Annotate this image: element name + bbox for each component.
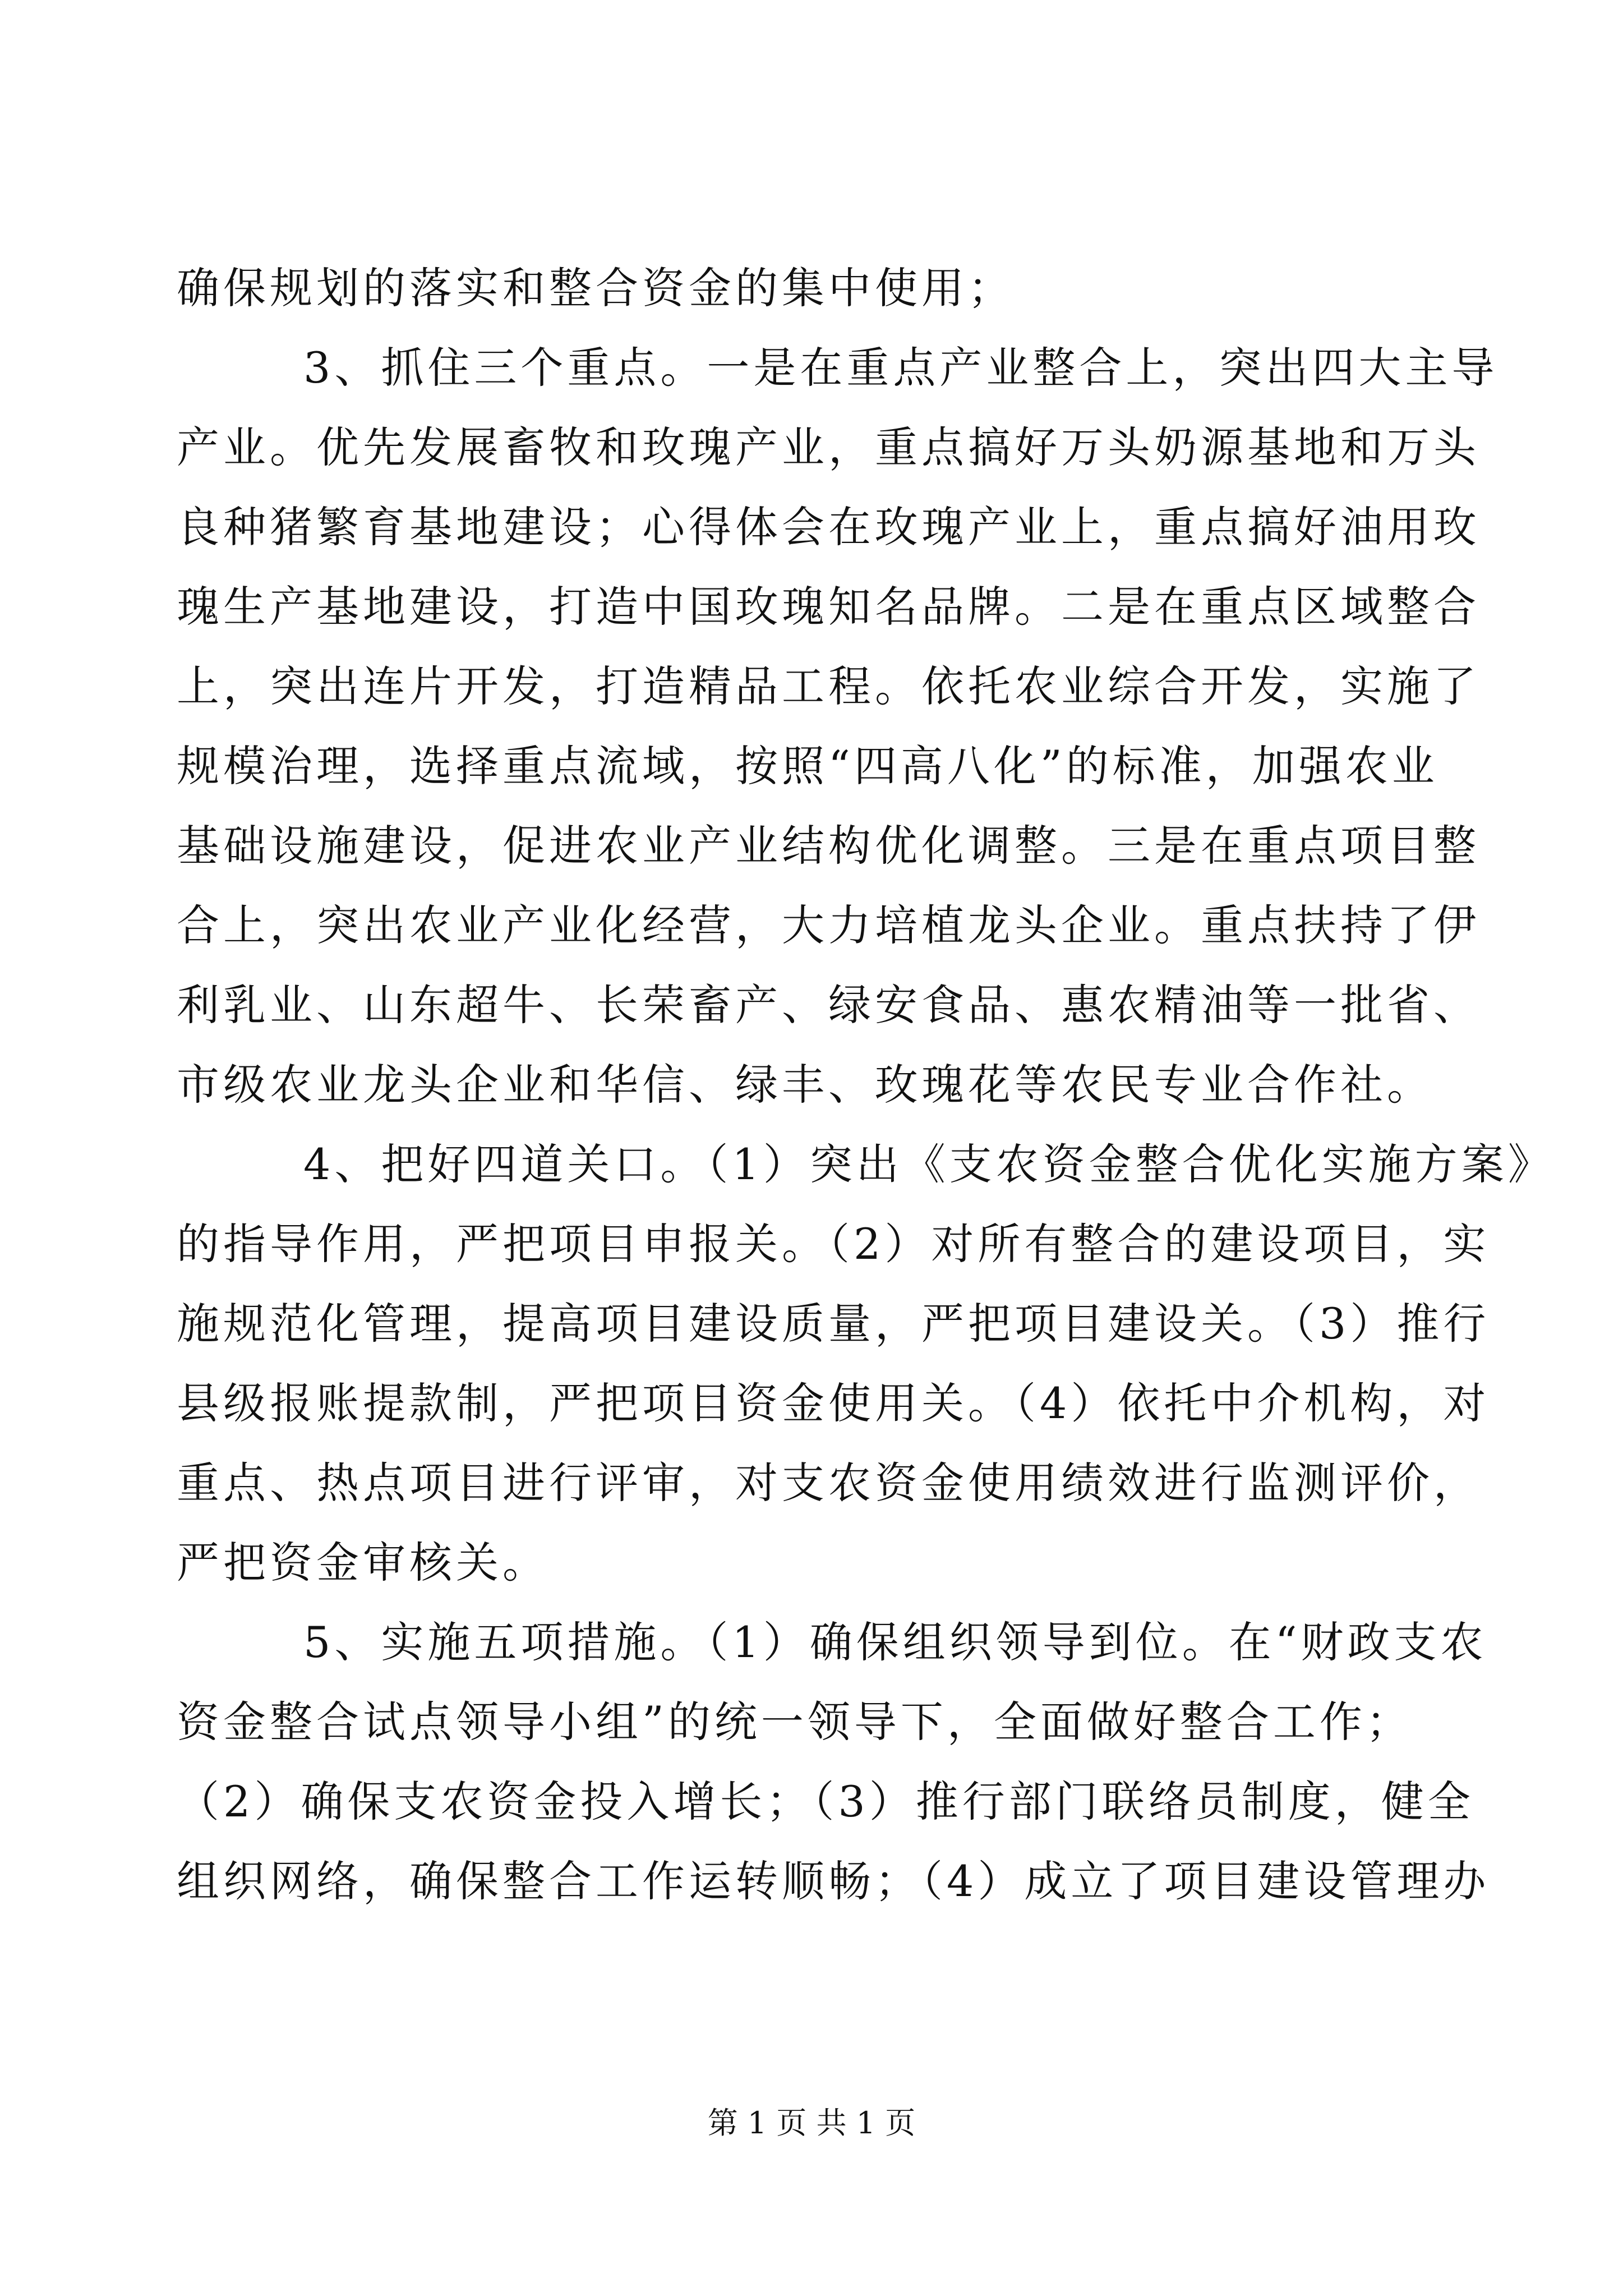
paragraph-3-start: 3、抓住三个重点。一是在重点产业整合上，突出四大主导: [303, 343, 1498, 393]
text-line: （2）确保支农资金投入增长；（3）推行部门联络员制度，健全: [177, 1777, 1474, 1826]
text-line: 良种猪繁育基地建设；心得体会在玫瑰产业上，重点搞好油用玫: [177, 502, 1480, 552]
text-line: 上，突出连片开发，打造精品工程。依托农业综合开发，实施了: [177, 661, 1480, 711]
paragraph-4-start: 4、把好四道关口。（1）突出《支农资金整合优化实施方案》: [303, 1139, 1555, 1189]
body-text: [177, 249, 1555, 1921]
text-line: 严把资金审核关。: [177, 1538, 549, 1588]
text-line: 瑰生产基地建设，打造中国玫瑰知名品牌。二是在重点区域整合: [177, 582, 1480, 632]
text-line: 组织网络，确保整合工作运转顺畅；（4）成立了项目建设管理办: [177, 1856, 1490, 1906]
text-line: 市级农业龙头企业和华信、绿丰、玫瑰花等农民专业合作社。: [177, 1060, 1433, 1110]
text-line: 资金整合试点领导小组”的统一领导下，全面做好整合工作；: [177, 1697, 1413, 1747]
text-line: 产业。优先发展畜牧和玫瑰产业，重点搞好万头奶源基地和万头: [177, 422, 1480, 472]
text-line: 施规范化管理，提高项目建设质量，严把项目建设关。（3）推行: [177, 1299, 1490, 1349]
text-line: 合上，突出农业产业化经营，大力培植龙头企业。重点扶持了伊: [177, 900, 1480, 950]
text-line: 利乳业、山东超牛、长荣畜产、绿安食品、惠农精油等一批省、: [177, 980, 1480, 1030]
page-footer: [0, 2101, 1623, 2146]
text-line: 县级报账提款制，严把项目资金使用关。（4）依托中介机构，对: [177, 1378, 1490, 1428]
text-line: 重点、热点项目进行评审，对支农资金使用绩效进行监测评价，: [177, 1458, 1480, 1508]
text-line: 基础设施建设，促进农业产业结构优化调整。三是在重点项目整: [177, 821, 1480, 871]
page-number: 第 1 页 共 1 页: [707, 2105, 916, 2141]
text-line: 规模治理，选择重点流域，按照“四高八化”的标准，加强农业: [177, 741, 1438, 791]
text-line: 的指导作用，严把项目申报关。（2）对所有整合的建设项目，实: [177, 1219, 1490, 1269]
paragraph-5-start: 5、实施五项措施。（1）确保组织领导到位。在“财政支农: [303, 1617, 1487, 1667]
text-line: 确保规划的落实和整合资金的集中使用；: [177, 263, 1015, 313]
